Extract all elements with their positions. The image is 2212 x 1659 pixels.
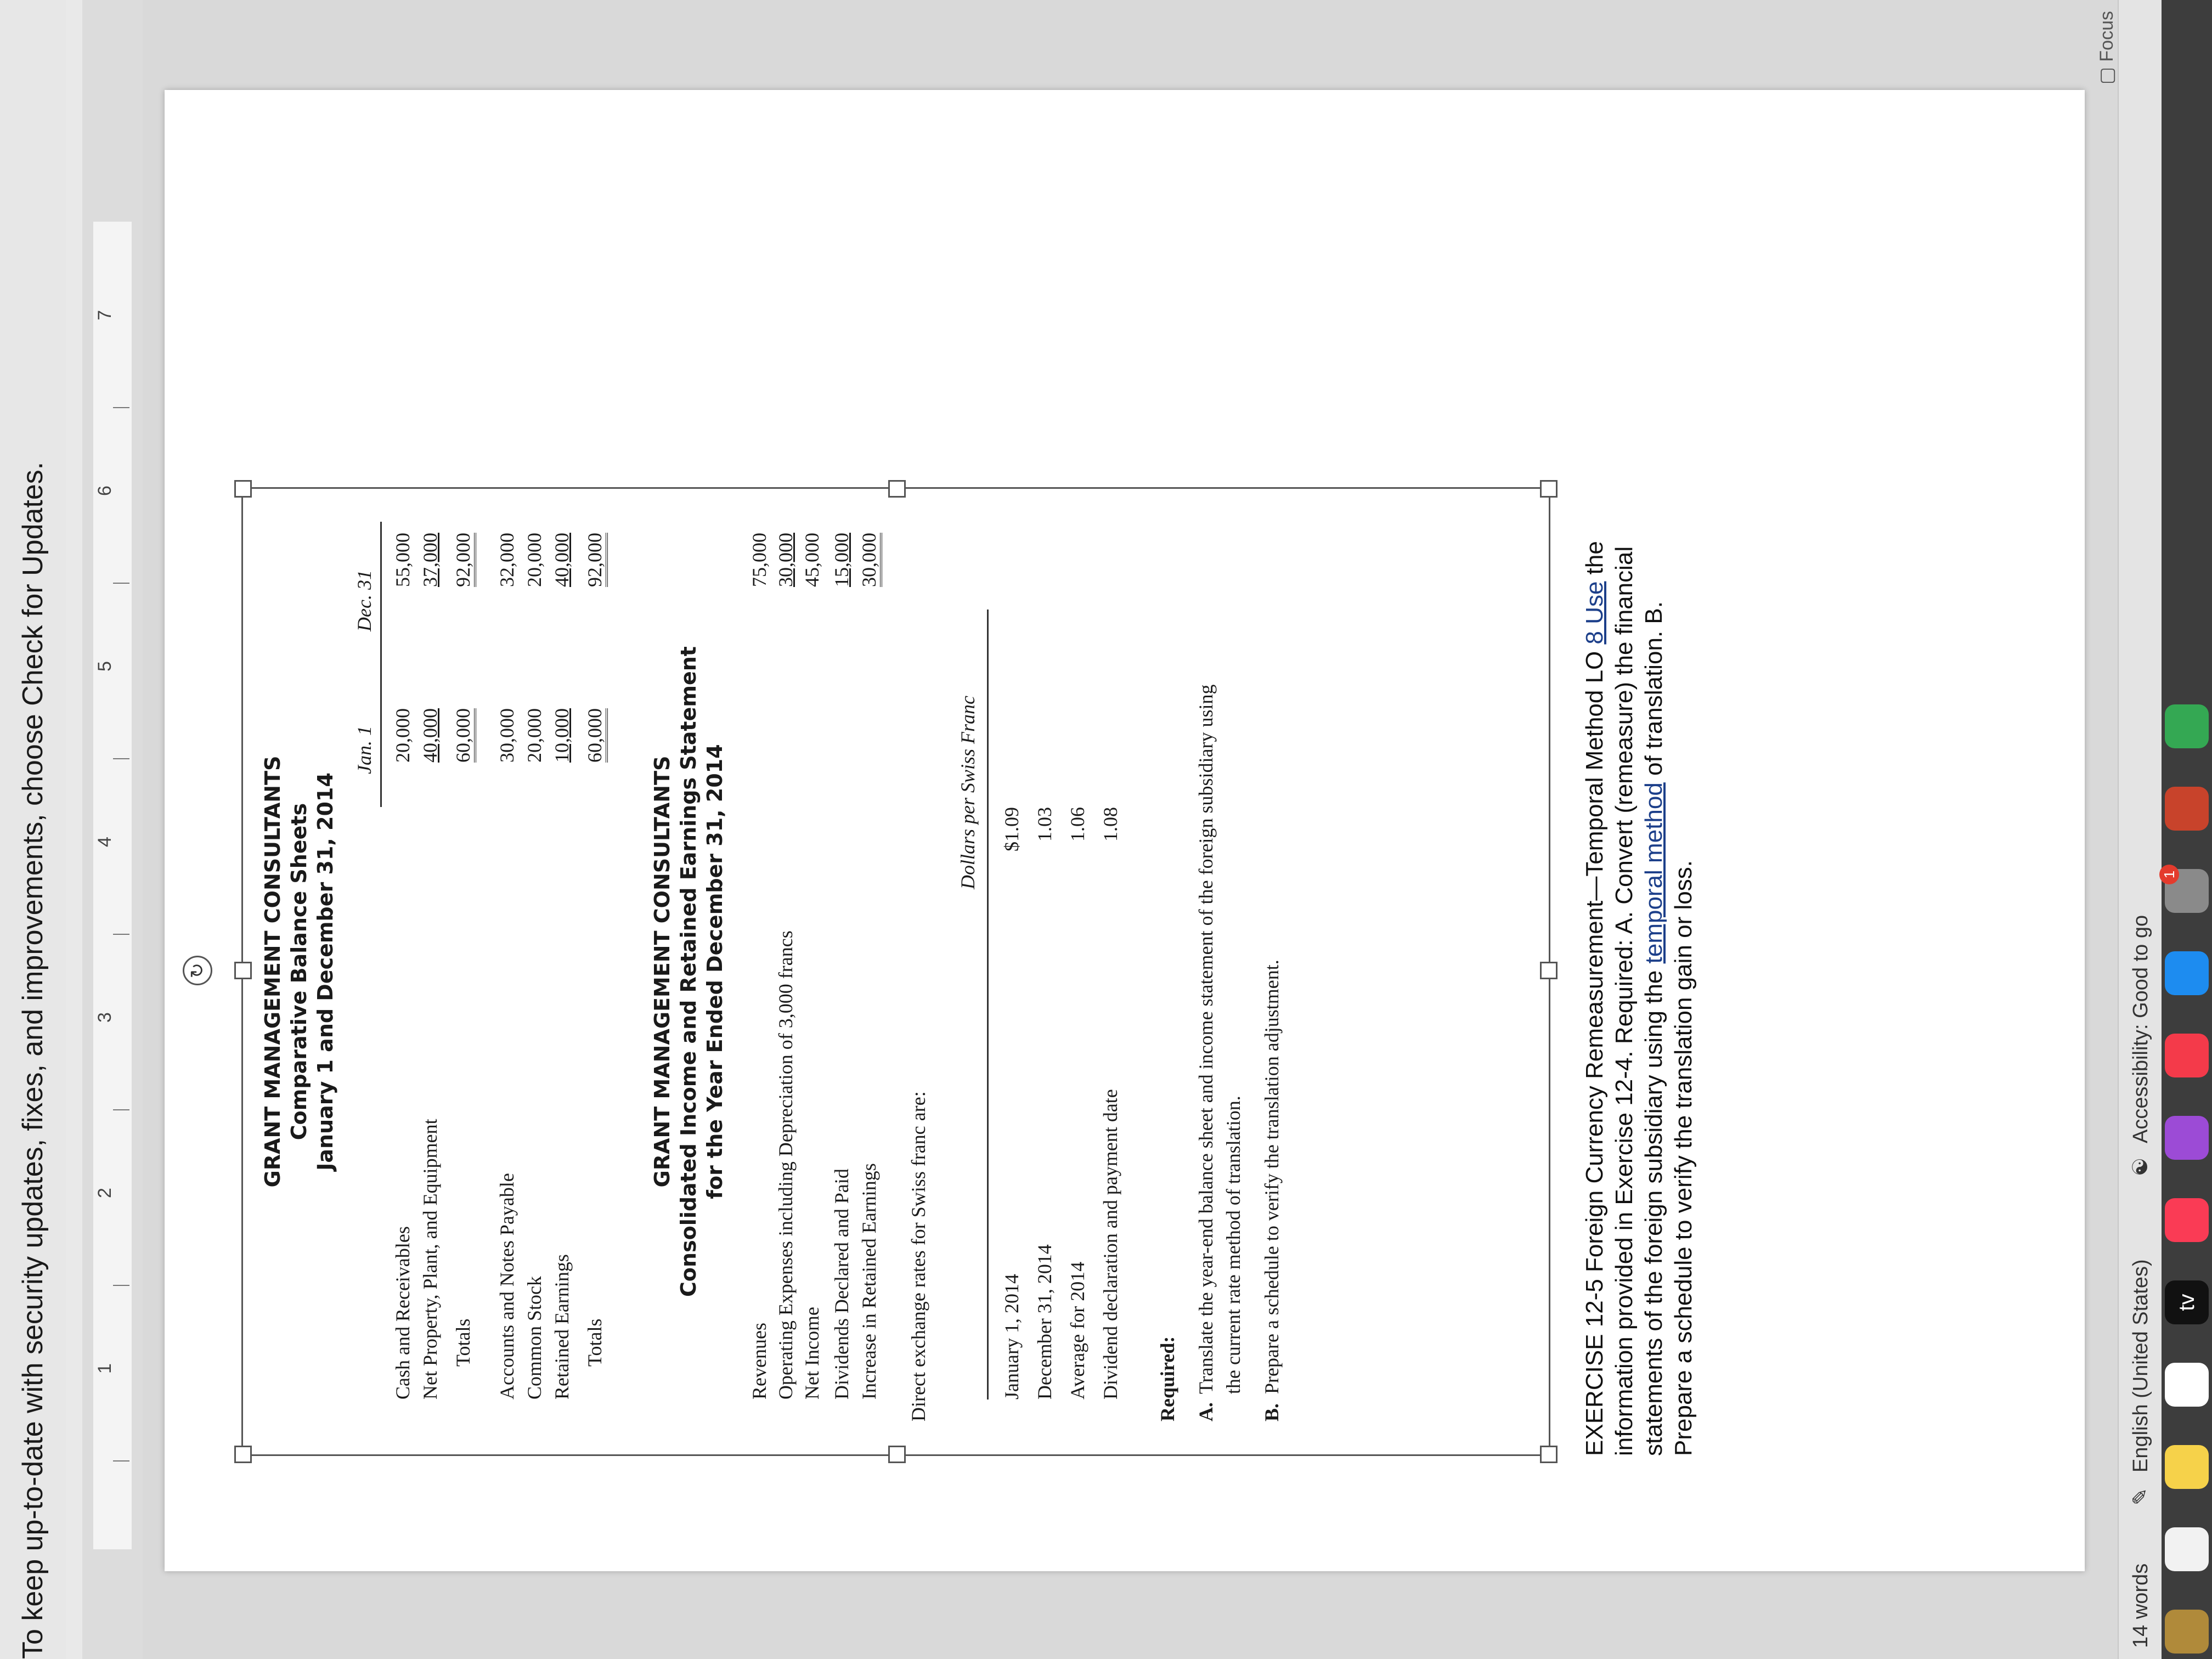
- document-page[interactable]: [165, 90, 2085, 1571]
- is-row-value: 30,000: [775, 533, 797, 587]
- bs-total-value: 92,000: [452, 533, 476, 587]
- app-store-icon[interactable]: [2165, 951, 2209, 995]
- exercise-line: [1639, 490, 1669, 1456]
- finder-icon[interactable]: [2165, 1610, 2209, 1654]
- rates-row-value: 1.06: [1066, 807, 1088, 842]
- bs-row-value: 40,000: [551, 533, 573, 587]
- rates-row-label: December 31, 2014: [1034, 1244, 1056, 1400]
- ruler-tick: [113, 934, 129, 935]
- ruler-tick: [113, 758, 129, 759]
- ruler-number: 7: [94, 310, 115, 320]
- news-icon[interactable]: [2165, 1034, 2209, 1077]
- rates-row-label: Dividend declaration and payment date: [1099, 1089, 1121, 1400]
- required-heading: Required:: [1156, 1336, 1178, 1421]
- exercise-link[interactable]: temporal method: [1640, 782, 1667, 964]
- is-row-value: 75,000: [748, 533, 770, 587]
- dock: [2162, 0, 2212, 1659]
- exercise-text: statements of the foreign subsidiary using the: [1640, 963, 1667, 1456]
- exercise-text: EXERCISE 12-5 Foreign Currency Remeasurement—Temporal Method LO: [1581, 644, 1608, 1456]
- bs-row-label: Accounts and Notes Payable: [496, 1173, 518, 1400]
- bs-row-label: Common Stock: [523, 1276, 545, 1400]
- system-settings-icon[interactable]: [2161, 869, 2209, 913]
- update-banner-text: To keep up-to-date with security updates, fixes, and improvements, choose Check for Updates.: [17, 461, 49, 1659]
- rotate-handle-icon[interactable]: ↻: [183, 956, 212, 985]
- rates-row-value: $1.09: [1001, 807, 1023, 851]
- col-jan1: Jan. 1: [353, 726, 375, 774]
- balance-sheet-title: GRANT MANAGEMENT CONSULTANTS: [261, 755, 285, 1188]
- exercise-line: [1580, 490, 1610, 1456]
- rates-row-label: Average for 2014: [1066, 1261, 1088, 1400]
- notes-icon[interactable]: [2165, 1445, 2209, 1489]
- rates-row-value: 1.03: [1034, 807, 1056, 842]
- resize-handle[interactable]: [1540, 480, 1558, 498]
- rates-intro: Direct exchange rates for Swiss franc are:: [907, 1091, 929, 1421]
- focus-label: Focus: [2096, 11, 2117, 62]
- ruler-track: [93, 222, 132, 1549]
- bs-row-value: 32,000: [496, 533, 518, 587]
- bs-row-value: 20,000: [392, 708, 414, 763]
- resize-handle[interactable]: [234, 962, 252, 979]
- ruler-number: 5: [94, 661, 115, 672]
- income-title: GRANT MANAGEMENT CONSULTANTS: [650, 755, 674, 1188]
- accessibility-icon[interactable]: ☯: [2129, 1157, 2152, 1176]
- language-indicator[interactable]: English (United States): [2129, 1259, 2152, 1472]
- is-row-label: Net Income: [801, 1307, 823, 1400]
- chrome-icon[interactable]: [2165, 704, 2209, 748]
- bs-row-value: [452, 708, 475, 807]
- required-a-line2: the current rate method of translation.: [1222, 1096, 1244, 1394]
- bs-row-value: [583, 533, 606, 631]
- bs-total-value: 60,000: [452, 708, 476, 763]
- bs-row-value: 37,000: [419, 533, 441, 587]
- music-icon[interactable]: [2165, 1198, 2209, 1242]
- is-row-label: Increase in Retained Earnings: [858, 1163, 880, 1400]
- bs-row-value: [452, 533, 475, 631]
- rates-column-header: Dollars per Swiss Franc: [957, 695, 979, 889]
- resize-handle[interactable]: [888, 1446, 906, 1463]
- bs-row-value: 20,000: [523, 533, 545, 587]
- bs-row-label: Net Property, Plant, and Equipment: [419, 1119, 441, 1400]
- freeform-icon[interactable]: [2165, 1363, 2209, 1407]
- ruler-tick: [113, 1285, 129, 1286]
- exercise-line: information provided in Exercise 12-4. Required: A. Convert (remeasure) the financial: [1611, 546, 1638, 1456]
- bs-row-value: 20,000: [523, 708, 545, 763]
- is-row-label: Operating Expenses including Depreciation of 3,000 francs: [775, 930, 797, 1400]
- bs-row-value: 30,000: [496, 708, 518, 763]
- balance-sheet-dates: January 1 and December 31, 2014: [313, 772, 337, 1171]
- bs-total-value: 60,000: [584, 708, 608, 763]
- bs-row-label: Totals: [452, 1318, 474, 1367]
- ruler-number: 6: [94, 486, 115, 496]
- exercise-text: of translation. B.: [1640, 601, 1667, 783]
- bs-row-value: 55,000: [392, 533, 414, 587]
- col-dec31: Dec. 31: [353, 570, 375, 631]
- rates-row-label: January 1, 2014: [1001, 1274, 1023, 1400]
- exercise-text: the: [1581, 541, 1608, 582]
- apple-tv-icon[interactable]: tv: [2165, 1280, 2209, 1324]
- resize-handle[interactable]: [888, 480, 906, 498]
- rates-rule: [987, 610, 989, 1400]
- document-canvas: [143, 0, 2118, 1659]
- exercise-paragraph[interactable]: [1580, 490, 1699, 1456]
- ruler-number: 4: [94, 837, 115, 847]
- ruler-number: 3: [94, 1012, 115, 1023]
- required-b-text: Prepare a schedule to verify the translation adjustment.: [1261, 960, 1283, 1394]
- word-count[interactable]: 14 words: [2129, 1563, 2152, 1648]
- notification-badge: 1: [2159, 865, 2179, 884]
- ruler-number: 2: [94, 1188, 115, 1198]
- status-bar: [2118, 0, 2163, 1659]
- rates-row-value: 1.08: [1099, 807, 1121, 842]
- col-rule: [380, 522, 382, 807]
- powerpoint-icon[interactable]: [2165, 787, 2209, 831]
- balance-sheet-subtitle: Comparative Balance Sheets: [287, 803, 311, 1141]
- exercise-link[interactable]: 8 Use: [1581, 581, 1608, 645]
- bs-row-label: Cash and Receivables: [392, 1226, 414, 1400]
- resize-handle[interactable]: [1540, 962, 1558, 979]
- bs-row-value: 40,000: [419, 708, 441, 763]
- bs-row-label: Retained Earnings: [551, 1254, 573, 1400]
- bs-row-label: Totals: [584, 1318, 606, 1367]
- bs-row-value: 10,000: [551, 708, 573, 763]
- is-row-value: [857, 533, 881, 631]
- bs-total-value: 92,000: [584, 533, 608, 587]
- selected-image[interactable]: [187, 487, 1550, 1456]
- horizontal-ruler[interactable]: [82, 0, 144, 1659]
- is-total-value: 30,000: [858, 533, 882, 587]
- resize-handle[interactable]: [234, 480, 252, 498]
- focus-button[interactable]: ▢ Focus: [2096, 11, 2117, 85]
- required-a-letter: A.: [1195, 1402, 1217, 1421]
- accessibility-status[interactable]: Accessibility: Good to go: [2129, 915, 2152, 1143]
- podcasts-icon[interactable]: [2165, 1116, 2209, 1160]
- resize-handle[interactable]: [1540, 1446, 1558, 1463]
- is-row-label: Dividends Declared and Paid: [831, 1169, 853, 1400]
- required-a-text: [1192, 516, 1247, 1394]
- ruler-number: 1: [94, 1363, 115, 1374]
- proofing-icon[interactable]: ✎: [2129, 1488, 2152, 1505]
- exercise-line: Prepare a schedule to verify the translation gain or loss.: [1670, 860, 1697, 1456]
- is-row-label: Revenues: [748, 1323, 770, 1400]
- reminders-icon[interactable]: [2165, 1527, 2209, 1571]
- update-banner[interactable]: [0, 0, 66, 1659]
- bs-row-value: [583, 708, 606, 807]
- is-row-value: 15,000: [831, 533, 853, 587]
- ruler-tick: [113, 583, 129, 584]
- income-period: for the Year Ended December 31, 2014: [703, 744, 727, 1199]
- required-b-letter: B.: [1261, 1403, 1283, 1421]
- required-a-line1: Translate the year-end balance sheet and income statement of the foreign subsidiary using: [1195, 684, 1217, 1394]
- resize-handle[interactable]: [234, 1446, 252, 1463]
- is-row-value: 45,000: [801, 533, 823, 587]
- ruler-tick: [113, 1460, 129, 1462]
- ruler-tick: [113, 1109, 129, 1110]
- ruler-tick: [113, 407, 129, 408]
- income-subtitle: Consolidated Income and Retained Earnings Statement: [676, 646, 701, 1297]
